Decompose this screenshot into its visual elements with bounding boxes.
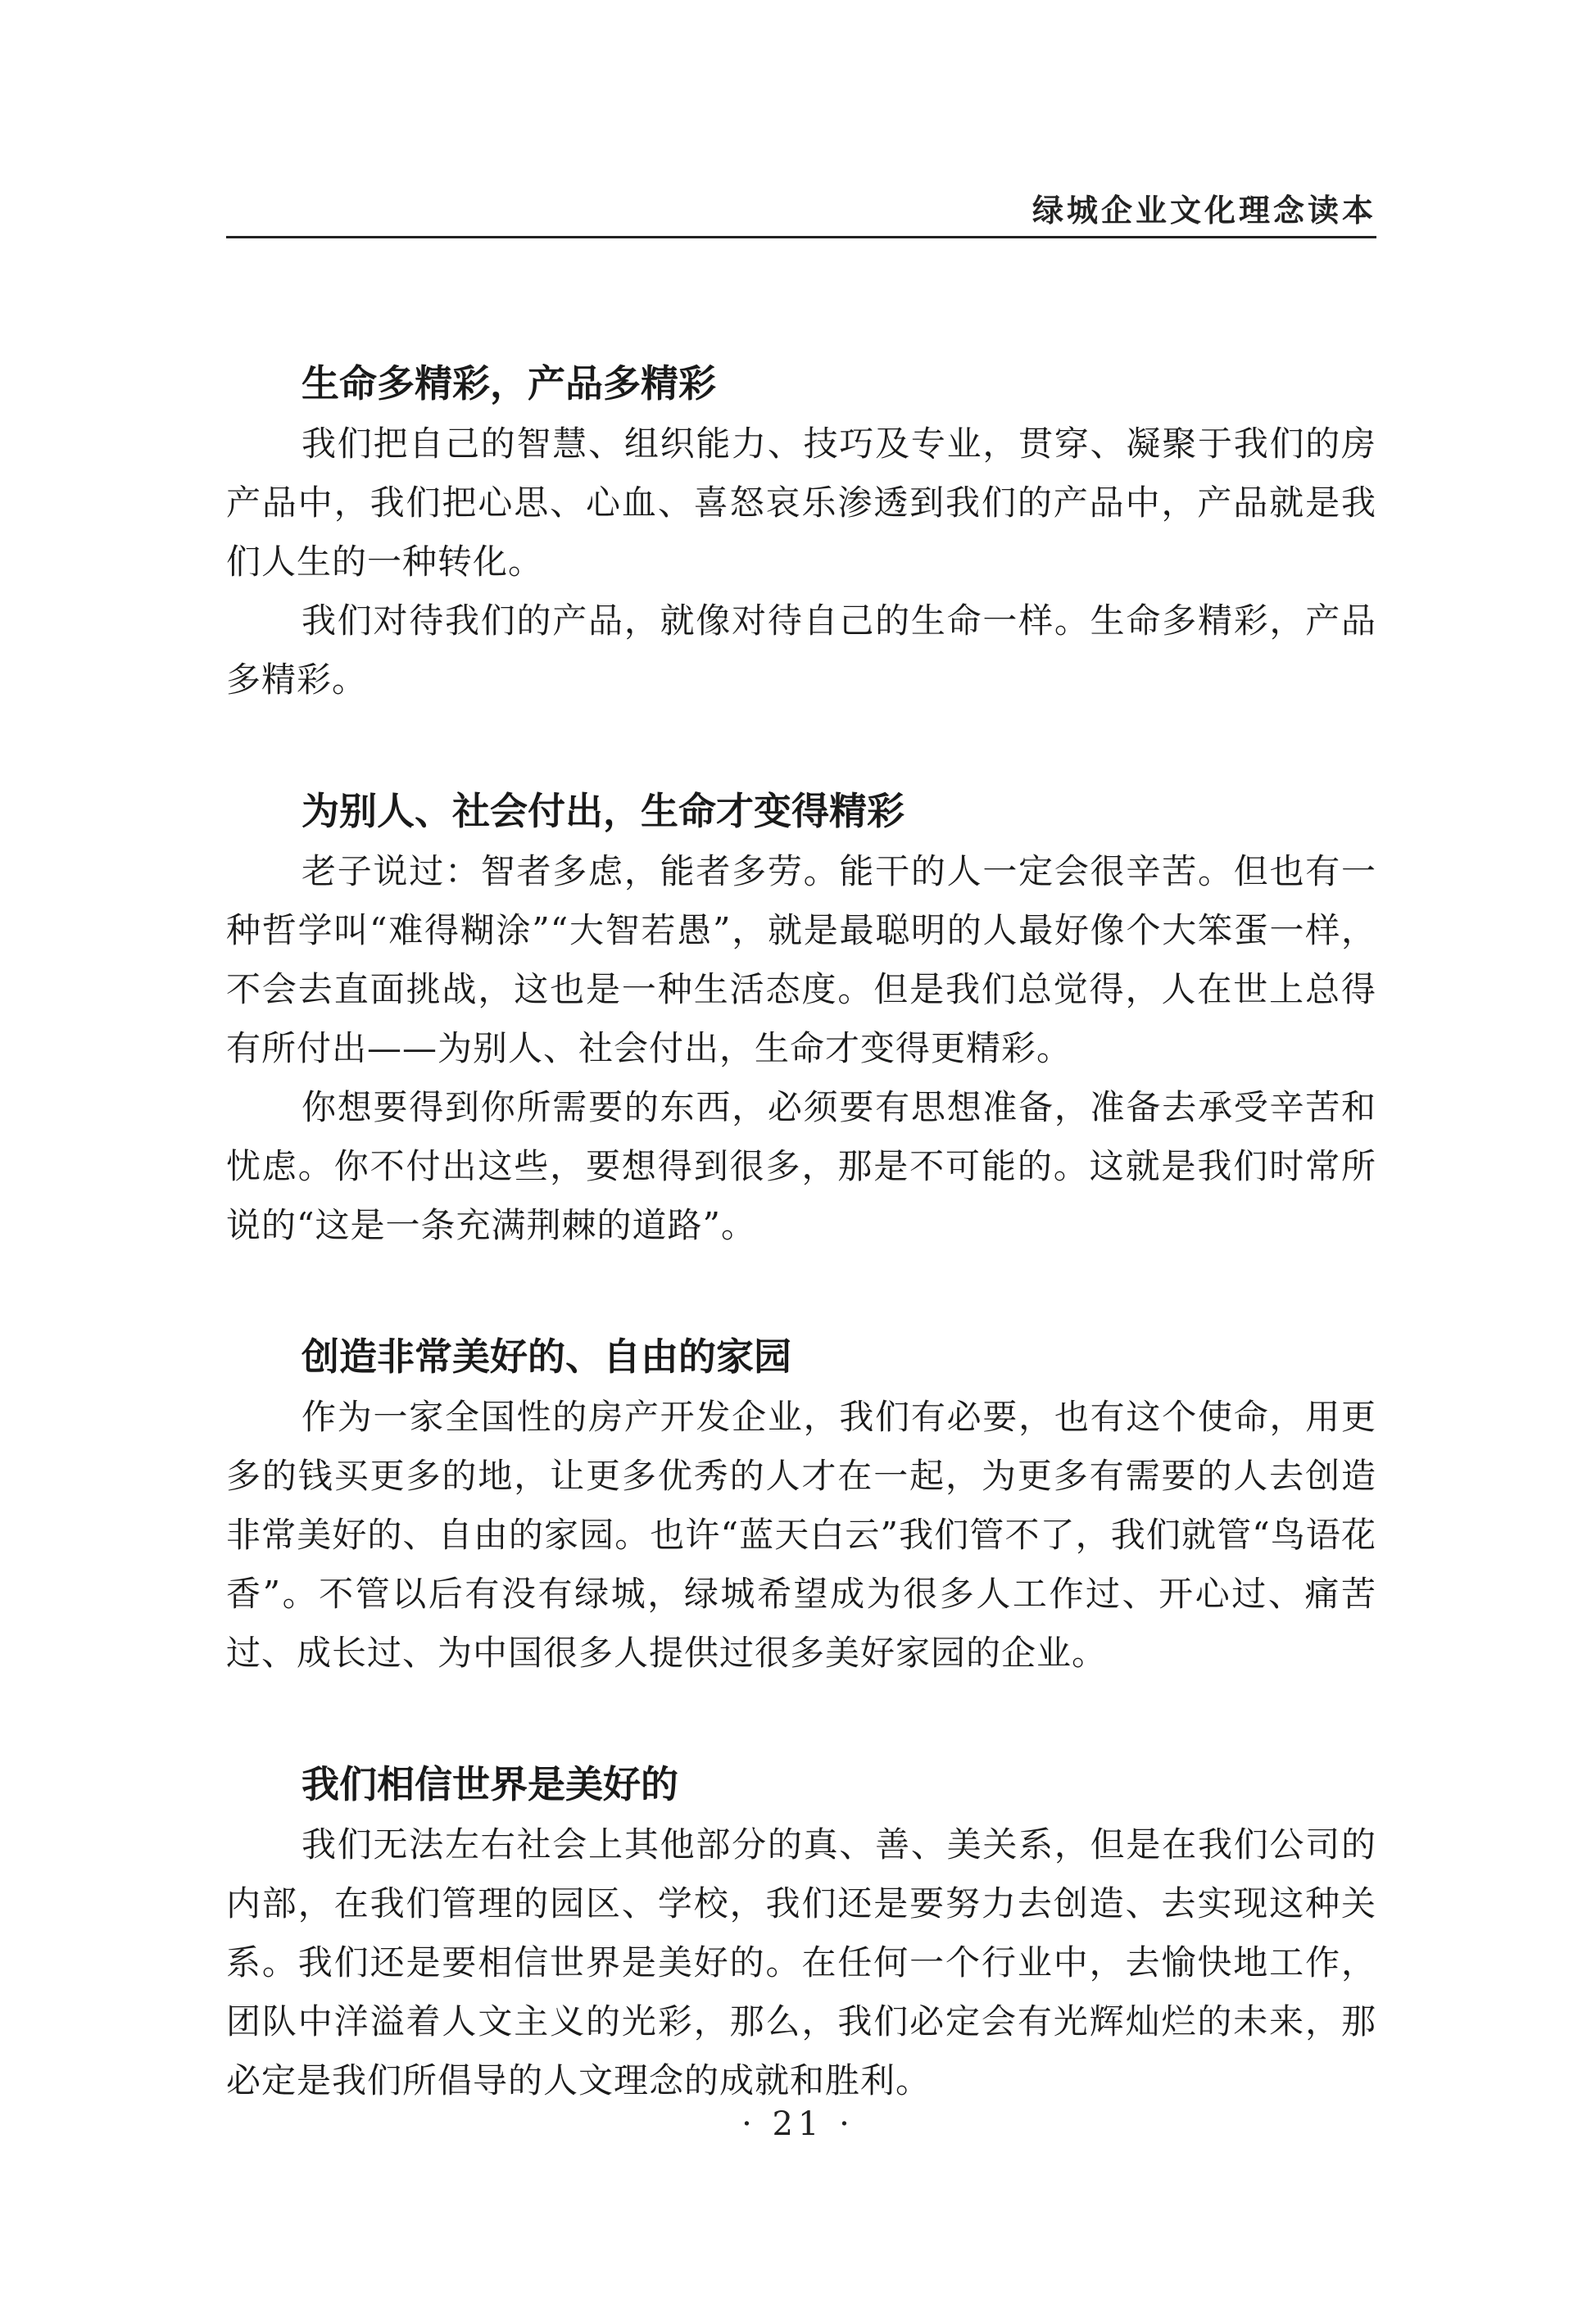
section-1 [226, 352, 1376, 709]
running-header [226, 190, 1376, 238]
section-heading: 生命多精彩，产品多精彩 [302, 361, 716, 406]
page-content [226, 352, 1376, 2181]
section-2 [226, 780, 1376, 1255]
section-3 [226, 1325, 1376, 1683]
page-number: · 21 · [741, 2105, 855, 2143]
paragraph: 我们对待我们的产品，就像对待自己的生命一样。生命多精彩，产品多精彩。 [226, 600, 1376, 700]
paragraph: 作为一家全国性的房产开发企业，我们有必要，也有这个使命，用更多的钱买更多的地，让更多优秀的人才在一起，为更多有需要的人去创造非常美好的、自由的家园。也许“蓝天白云”我们管不了，我们就管“鸟语花香”。不管以后有没有绿城，绿城希望成为很多人工作过、开心过、痛苦过、成长过、为中国很多人提供过很多美好家园的企业。 [226, 1397, 1376, 1673]
section-heading: 创造非常美好的、自由的家园 [302, 1334, 791, 1379]
section-heading: 我们相信世界是美好的 [302, 1762, 678, 1806]
paragraph: 我们把自己的智慧、组织能力、技巧及专业，贯穿、凝聚于我们的房产品中，我们把心思、心血、喜怒哀乐渗透到我们的产品中，产品就是我们人生的一种转化。 [226, 424, 1376, 582]
paragraph: 我们无法左右社会上其他部分的真、善、美关系，但是在我们公司的内部，在我们管理的园区、学校，我们还是要努力去创造、去实现这种关系。我们还是要相信世界是美好的。在任何一个行业中，去愉快地工作，团队中洋溢着人文主义的光彩，那么，我们必定会有光辉灿烂的未来，那必定是我们所倡导的人文理念的成就和胜利。 [226, 1824, 1376, 2100]
paragraph: 你想要得到你所需要的东西，必须要有思想准备，准备去承受辛苦和忧虑。你不付出这些，要想得到很多，那是不可能的。这就是我们时常所说的“这是一条充满荆棘的道路”。 [226, 1087, 1376, 1245]
section-4 [226, 1753, 1376, 2110]
book-title: 绿城企业文化理念读本 [1032, 193, 1376, 229]
section-heading: 为别人、社会付出，生命才变得精彩 [302, 789, 905, 833]
paragraph: 老子说过：智者多虑，能者多劳。能干的人一定会很辛苦。但也有一种哲学叫“难得糊涂”“大智若愚”，就是最聪明的人最好像个大笨蛋一样，不会去直面挑战，这也是一种生活态度。但是我们总觉得，人在世上总得有所付出——为别人、社会付出，生命才变得更精彩。 [226, 851, 1376, 1068]
